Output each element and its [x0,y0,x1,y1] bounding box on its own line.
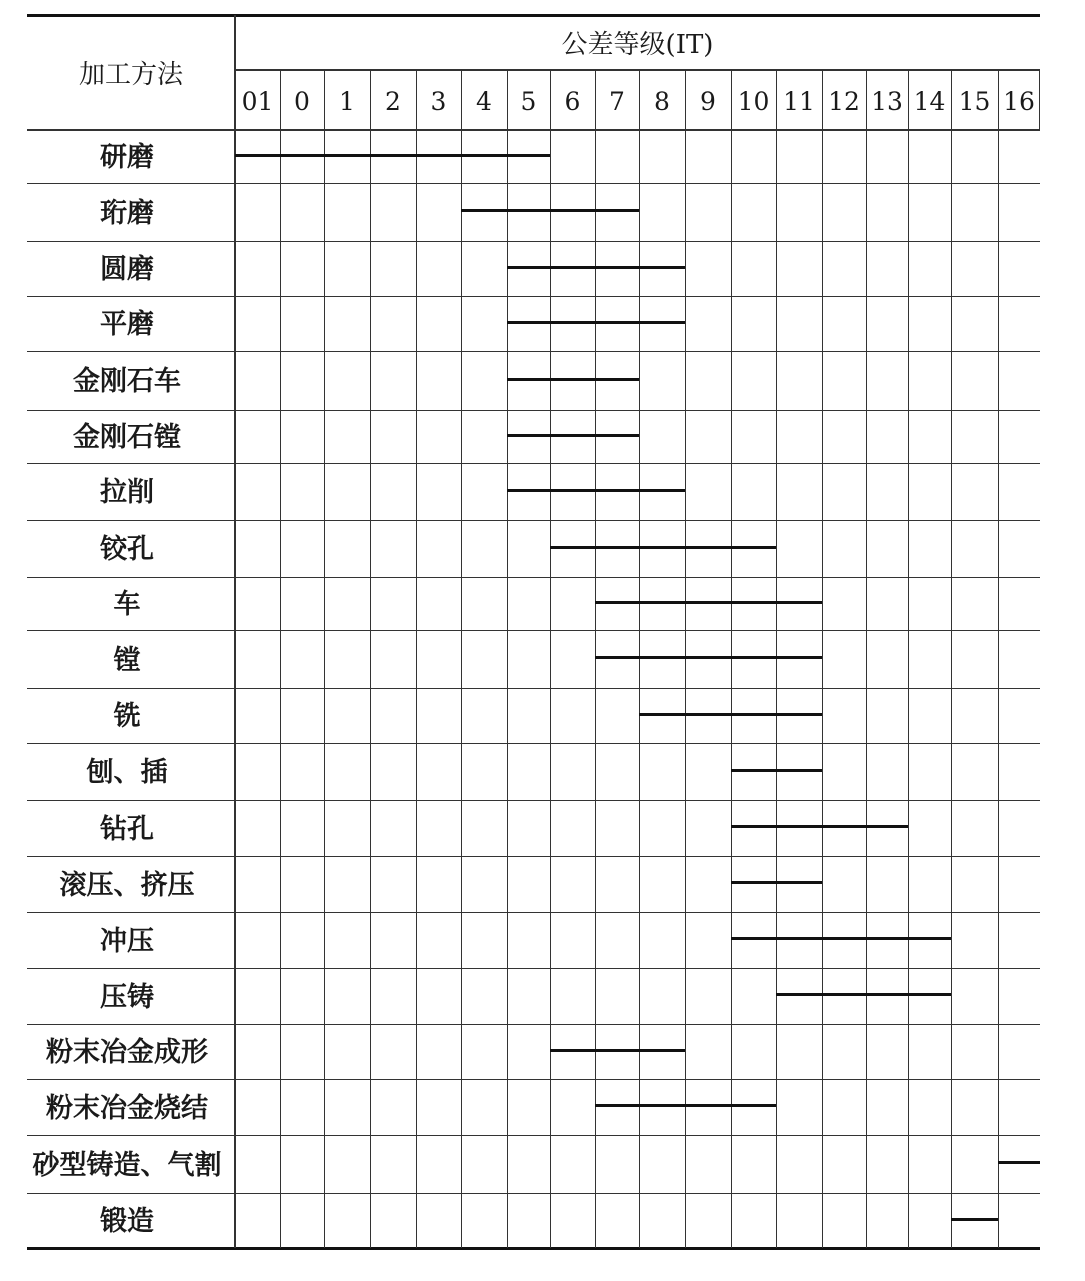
range-bar [461,209,639,212]
top-rule [27,14,1040,17]
grid-vline [908,70,909,1248]
grid-vline [507,70,508,1248]
grid-vline [731,70,732,1248]
grid-vline [822,70,823,1248]
grade-tick-label: 7 [609,86,625,116]
range-bar [507,434,639,437]
grade-tick-label: 10 [737,86,770,116]
grade-tick-label: 1 [339,86,355,116]
grid-vline [461,70,462,1248]
grade-tick-label: 15 [958,86,991,116]
grade-tick-label: 01 [241,86,274,116]
method-label: 研磨 [100,142,154,173]
method-label: 拉削 [100,477,154,508]
grade-tick-label: 5 [520,86,537,116]
method-label: 车 [113,589,141,620]
range-bar [507,378,639,381]
method-label: 砂型铸造、气割 [32,1149,222,1181]
range-bar [595,1104,776,1107]
grade-tick-label: 4 [476,86,492,116]
grid-vline [370,70,371,1248]
method-label: 铰孔 [100,534,154,565]
grid-vline [685,70,686,1248]
method-label: 镗 [113,644,141,676]
method-label: 粉末冶金成形 [46,1037,208,1068]
range-bar [731,937,951,940]
range-bar [595,656,822,659]
range-bar [235,154,550,157]
range-bar [731,881,822,884]
grid-vline [324,70,325,1248]
grade-tick-label: 11 [783,86,815,116]
method-label: 刨、插 [86,757,168,788]
grade-tick-label: 13 [871,86,903,116]
method-label: 钻孔 [100,813,154,845]
grade-tick-label: 16 [1003,86,1035,116]
bottom-rule [27,1247,1040,1250]
chart-title: 公差等级(IT) [561,30,714,60]
range-bar [731,825,908,828]
range-bar [776,993,951,996]
range-bar [507,489,685,492]
grid-vline [550,70,551,1248]
grade-tick-label: 3 [430,86,447,116]
range-bar [951,1218,998,1221]
grade-tick-label: 9 [700,86,716,116]
method-label: 铣 [113,701,141,732]
range-bar [731,769,822,772]
row-header: 加工方法 [78,60,183,90]
grid-vline [951,70,952,1248]
grade-tick-label: 8 [654,86,670,116]
range-bar [550,1049,685,1052]
range-bar [507,266,685,269]
grade-tick-label: 2 [385,86,401,116]
range-bar [998,1161,1040,1164]
method-label: 压铸 [100,981,154,1013]
header-divider [235,69,1040,71]
grade-tick-label: 6 [564,86,581,116]
grid-vline [639,70,640,1248]
grid-vline [776,70,777,1248]
grid-vline [998,70,999,1248]
grade-tick-label: 12 [828,86,860,116]
method-label: 平磨 [100,309,154,340]
method-label: 圆磨 [100,254,154,285]
method-label: 金刚石镗 [73,422,181,453]
range-bar [595,601,822,604]
method-label: 冲压 [100,925,154,957]
method-label: 金刚石车 [73,366,181,397]
grade-tick-label: 14 [913,86,946,116]
grid-vline [595,70,596,1248]
method-label: 滚压、挤压 [59,869,195,901]
range-bar [507,321,685,324]
range-bar [550,546,776,549]
grid-vline [416,70,417,1248]
grid-vline [866,70,867,1248]
method-label: 锻造 [100,1206,154,1237]
grade-tick-label: 0 [294,86,310,116]
method-label: 珩磨 [100,197,154,229]
grid-vline [280,70,281,1248]
method-label: 粉末冶金烧结 [46,1092,208,1124]
label-column-line [234,15,236,1248]
range-bar [639,713,822,716]
